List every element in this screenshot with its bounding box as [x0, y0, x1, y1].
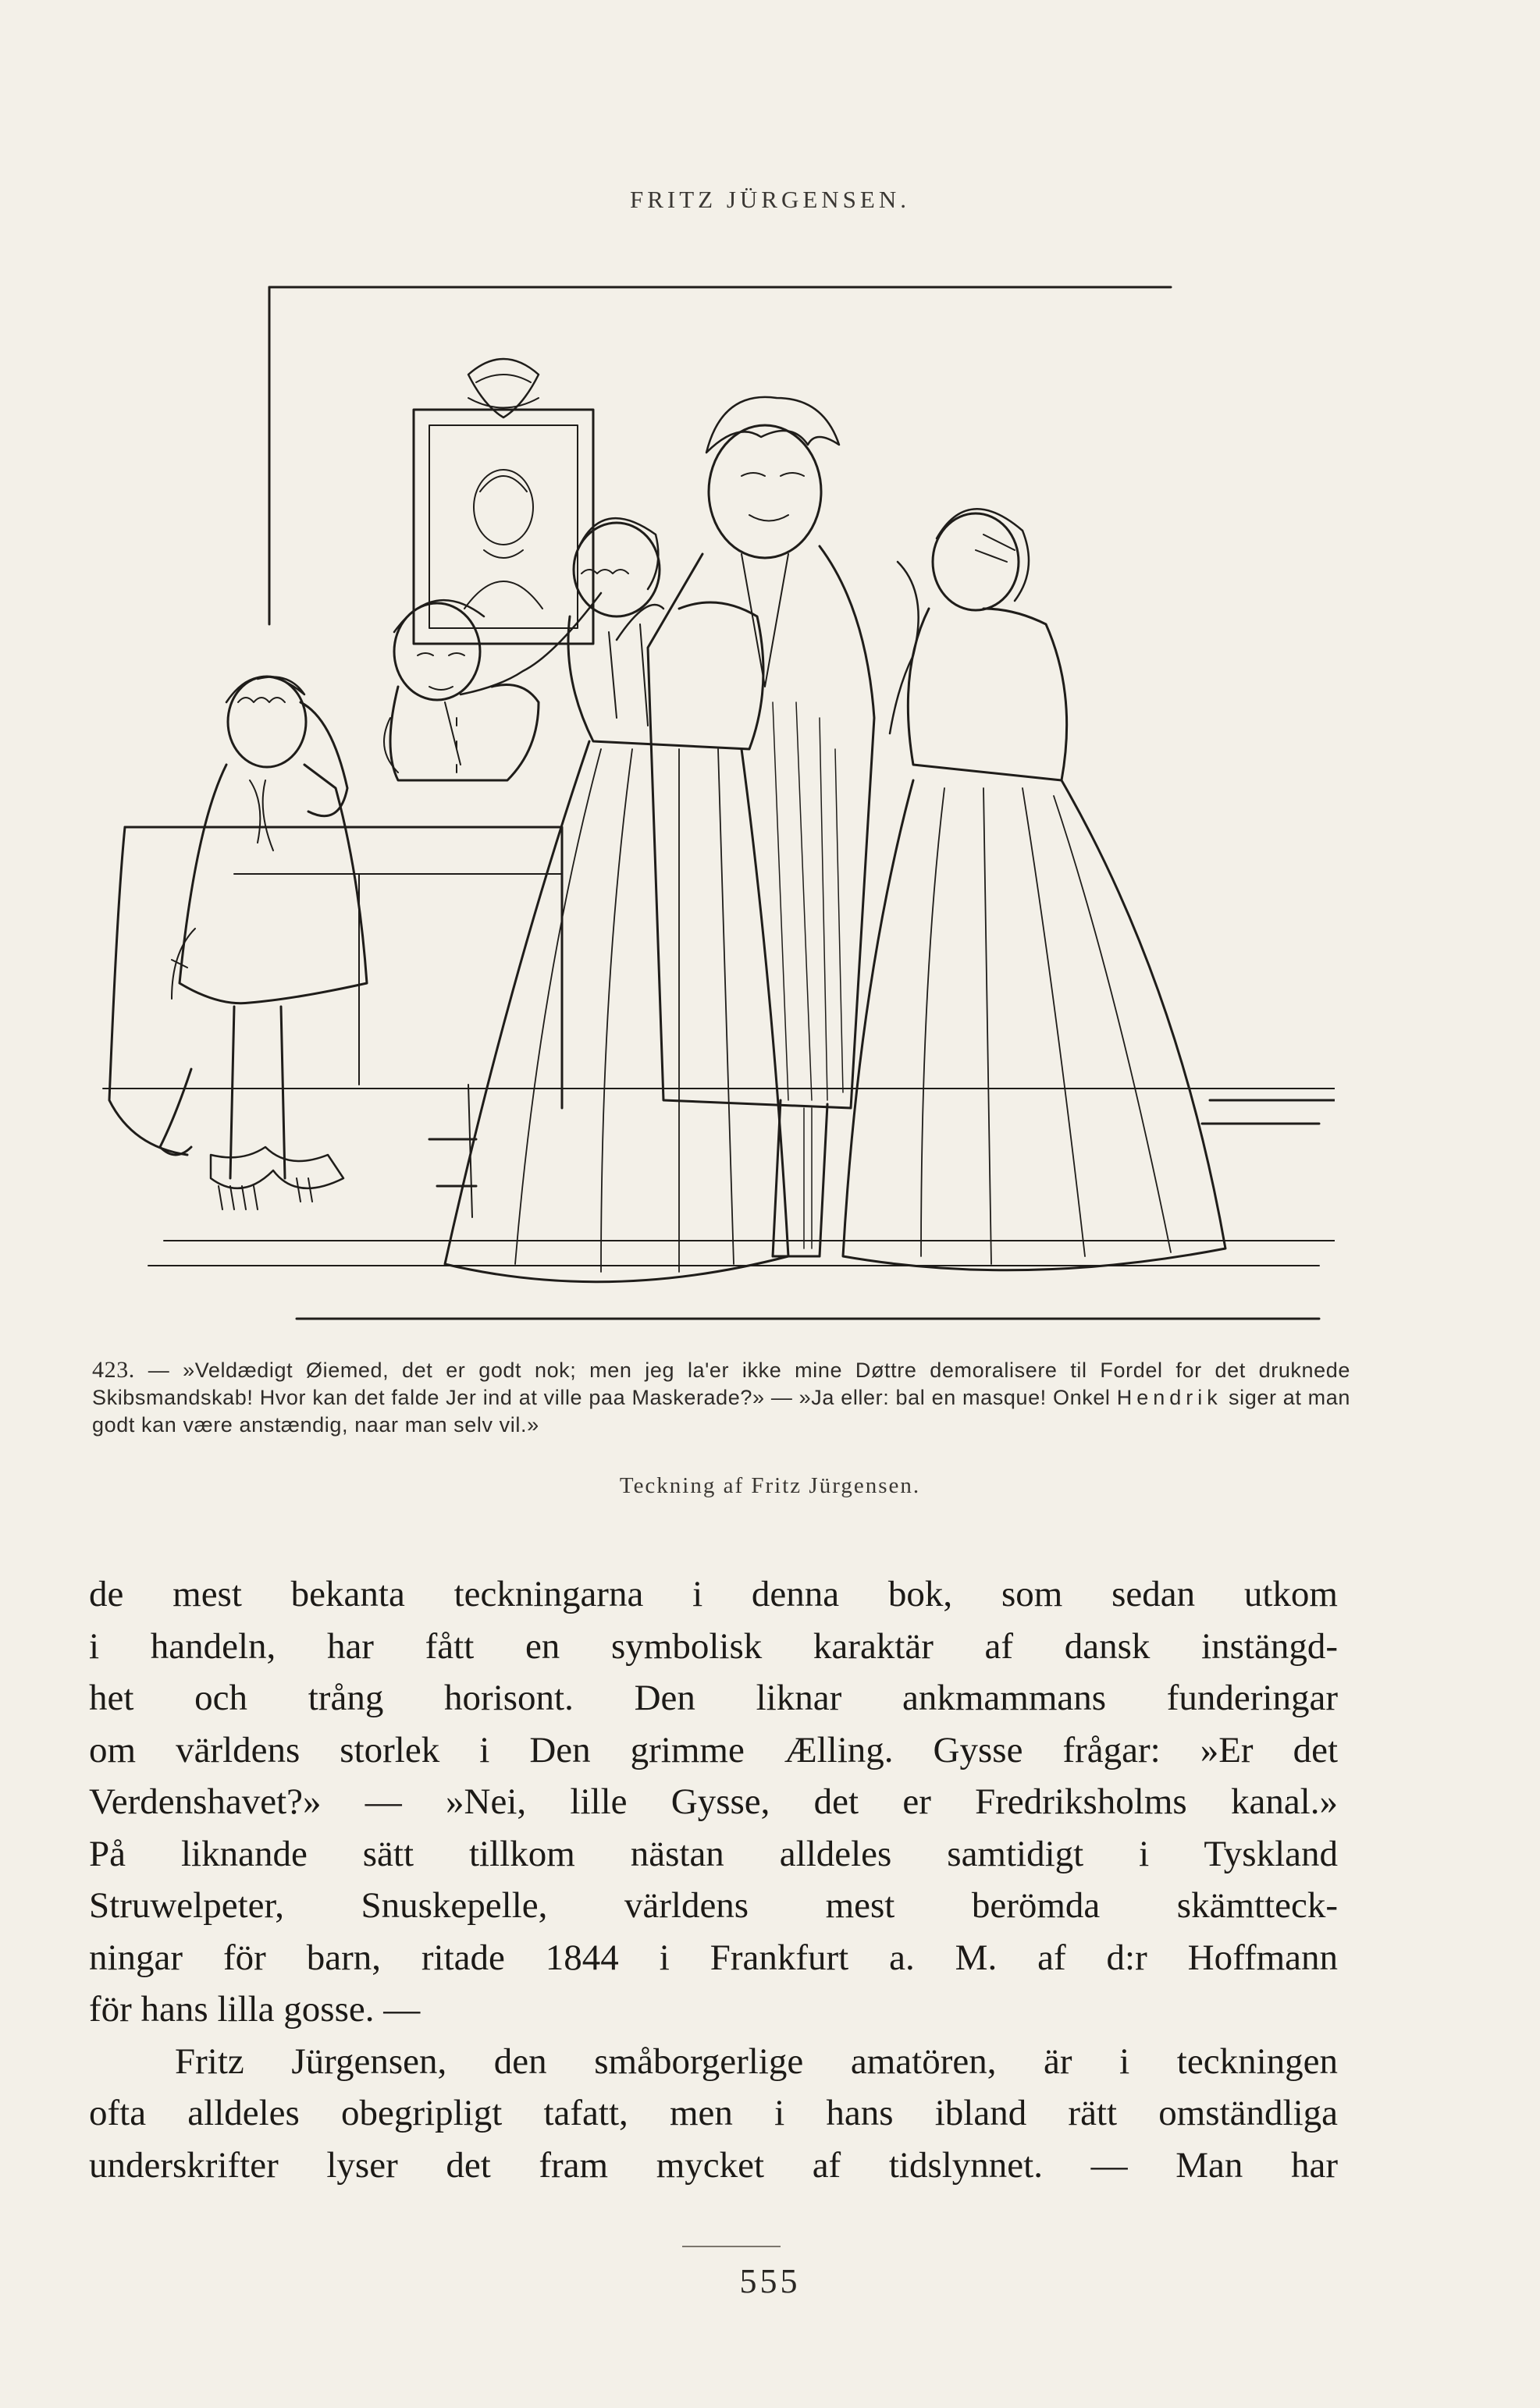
- body-line: de mest bekanta teckningarna i denna bok, som sedan utkom: [89, 1574, 1338, 1614]
- body-line: om världens storlek i Den grimme Ælling. Gysse frågar: »Er det: [89, 1729, 1338, 1770]
- body-line: i handeln, har fått en symbolisk karaktär af dansk instängd-: [89, 1625, 1338, 1667]
- daughter-right-figure: [843, 509, 1225, 1270]
- figure-number: 423.: [92, 1357, 135, 1383]
- body-line: Verdenshavet?» — »Nei, lille Gysse, det er Fredriksholms kanal.»: [89, 1781, 1338, 1822]
- body-line: het och trång horisont. Den liknar ankmammans funderingar: [89, 1678, 1338, 1718]
- body-line: Struwelpeter, Snuskepelle, världens mest berömda skämtteck-: [89, 1885, 1338, 1926]
- caption-text-part-1: — »Veldædigt Øiemed, det er godt nok; men jeg la'er ikke mine Døttre demoralisere til Fordel for det druknede Skibsmandskab! Hvor kan det falde Jer ind at ville paa Maskerade?» — »Ja eller: bal en masque! Onkel: [92, 1358, 1350, 1409]
- folio-rule: [682, 2246, 781, 2247]
- boy-figure: [384, 600, 539, 780]
- body-line: Fritz Jürgensen, den småborgerlige amatören, är i teckningen: [175, 2040, 1338, 2082]
- caption-text-spaced-name: Hendrik: [1116, 1386, 1222, 1409]
- girl-figure: [160, 677, 367, 1209]
- body-line: ofta alldeles obegripligt tafatt, men i hans ibland rätt omständliga: [89, 2093, 1338, 2133]
- daughter-front-figure: [445, 518, 788, 1282]
- body-line: för hans lilla gosse. —: [89, 1989, 421, 2030]
- running-head: FRITZ JÜRGENSEN.: [629, 186, 910, 213]
- body-line: På liknande sätt tillkom nästan alldeles samtidigt i Tyskland: [89, 1833, 1338, 1874]
- illustration-figure-423: [101, 281, 1335, 1327]
- body-line: underskrifter lyser det fram mycket af tidslynnet. — Man har: [89, 2144, 1338, 2186]
- body-line: ningar för barn, ritade 1844 i Frankfurt a. M. af d:r Hoffmann: [89, 1937, 1338, 1978]
- page-number: 555: [739, 2262, 801, 2300]
- figure-caption: [92, 1356, 1350, 1439]
- table: [109, 827, 562, 1217]
- figure-credit: Teckning af Fritz Jürgensen.: [619, 1473, 921, 1498]
- caption-text-part-3: siger at man godt kan være anstændig, naar man selv vil.»: [92, 1386, 1350, 1437]
- body-text: [89, 1568, 1338, 2191]
